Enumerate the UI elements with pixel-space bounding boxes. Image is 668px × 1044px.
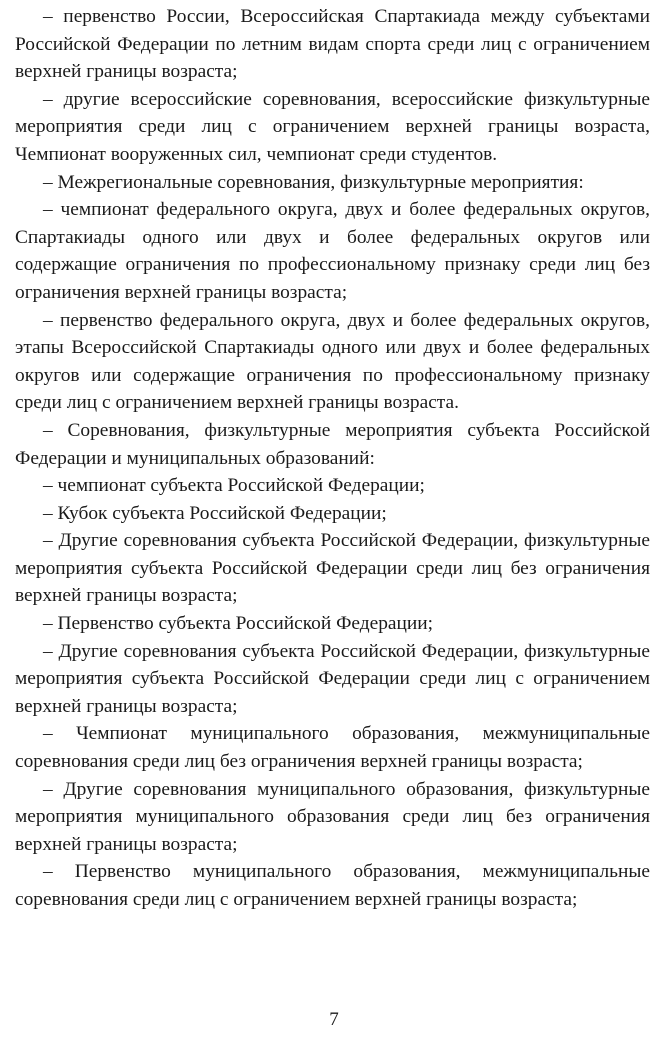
paragraph-10: – Первенство субъекта Российской Федерации; [43,613,434,635]
paragraph-9: – Другие соревнования субъекта Российской Федерации, физкультурные мероприятия субъекта Российской Федерации среди лиц без ограничения верхней границы возраста; [15,530,650,607]
paragraph-2: – другие всероссийские соревнования, всероссийские физкультурные мероприятия среди лиц с ограничением верхней границы возраста, Чемпионат вооруженных сил, чемпионат среди студентов. [15,88,650,165]
paragraph-14: – Первенство муниципального образования, межмуниципальные соревнования среди лиц с ограничением верхней границы возраста; [15,861,650,910]
paragraph-4: – чемпионат федерального округа, двух и более федеральных округов, Спартакиады одного или двух и более федеральных округов или содержащие ограничения по профессиональному признаку среди лиц без ограничения верхней границы возраста; [15,199,650,303]
text-body [15,3,650,914]
paragraph-12: – Чемпионат муниципального образования, межмуниципальные соревнования среди лиц без ограничения верхней границы возраста; [15,723,650,773]
paragraph-3: – Межрегиональные соревнования, физкультурные мероприятия: [43,171,584,193]
paragraph-7: – чемпионат субъекта Российской Федерации; [43,475,425,497]
paragraph-8: – Кубок субъекта Российской Федерации; [43,502,387,524]
paragraph-1: – первенство России, Всероссийская Спартакиада между субъектами Российской Федерации по летним видам спорта среди лиц с ограничением верхней границы возраста; [15,6,650,83]
paragraph-6: – Соревнования, физкультурные мероприятия субъекта Российской Федерации и муниципальных образований: [15,419,650,469]
paragraph-5: – первенство федерального округа, двух и более федеральных округов, этапы Всероссийской Спартакиады одного или двух и более федеральных округов или содержащие ограничения по профессиональному признаку среди лиц с ограничением верхней границы возраста. [15,309,650,414]
page-number: 7 [329,1009,339,1030]
paragraph-13: – Другие соревнования муниципального образования, физкультурные мероприятия муниципального образования среди лиц без ограничения верхней границы возраста; [15,778,650,855]
paragraph-11: – Другие соревнования субъекта Российской Федерации, физкультурные мероприятия субъекта Российской Федерации среди лиц с ограничением верхней границы возраста; [15,640,650,717]
